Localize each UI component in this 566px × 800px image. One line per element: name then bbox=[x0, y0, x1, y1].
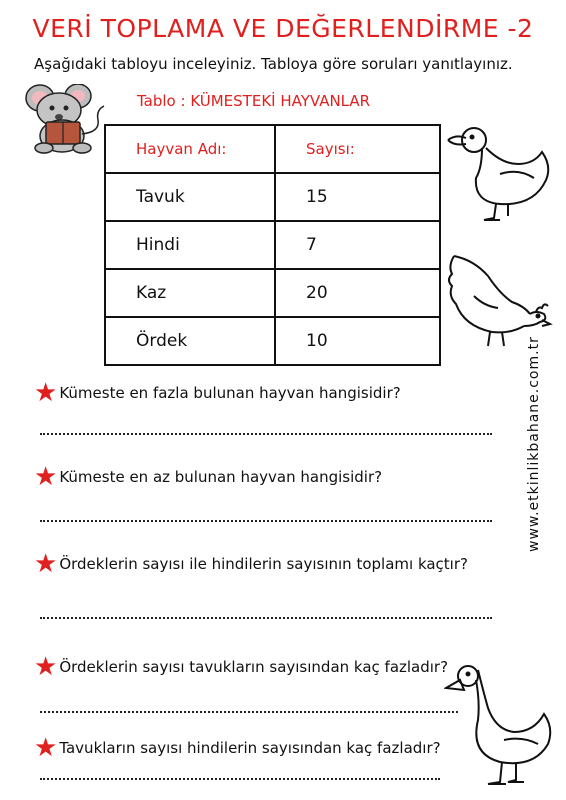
goose-illustration bbox=[444, 658, 556, 790]
instructions: Aşağıdaki tabloyu inceleyiniz. Tabloya göre soruları yanıtlayınız. bbox=[34, 55, 513, 73]
question-4 bbox=[34, 652, 448, 682]
animal-count-cell: 20 bbox=[275, 269, 440, 317]
animal-count-cell: 15 bbox=[275, 173, 440, 221]
question-5 bbox=[34, 733, 441, 763]
animal-name-cell: Tavuk bbox=[105, 173, 275, 221]
header-count: Sayısı: bbox=[275, 125, 440, 173]
animal-name-cell: Kaz bbox=[105, 269, 275, 317]
star-icon: ★ bbox=[34, 652, 58, 682]
page-title: VERİ TOPLAMA VE DEĞERLENDİRME -2 bbox=[32, 14, 534, 43]
animals-table bbox=[104, 124, 441, 366]
table-row bbox=[105, 317, 440, 365]
answer-line-5[interactable] bbox=[40, 778, 440, 780]
animal-name-cell: Hindi bbox=[105, 221, 275, 269]
animal-count-cell: 10 bbox=[275, 317, 440, 365]
table-row bbox=[105, 221, 440, 269]
question-text: Tavukların sayısı hindilerin sayısından kaç fazladır? bbox=[59, 739, 441, 757]
table-row bbox=[105, 269, 440, 317]
website-url: www.etkinlikbahane.com.tr bbox=[526, 336, 542, 552]
question-text: Ördeklerin sayısı tavukların sayısından kaç fazladır? bbox=[59, 658, 449, 676]
mouse-reading-illustration bbox=[22, 84, 110, 156]
question-1 bbox=[34, 378, 401, 408]
answer-line-1[interactable] bbox=[40, 433, 492, 435]
question-text: Kümeste en fazla bulunan hayvan hangisidir? bbox=[59, 384, 401, 402]
animal-count-cell: 7 bbox=[275, 221, 440, 269]
answer-line-3[interactable] bbox=[40, 617, 492, 619]
question-2 bbox=[34, 462, 382, 492]
star-icon: ★ bbox=[34, 733, 58, 763]
animal-name-cell: Ördek bbox=[105, 317, 275, 365]
question-text: Kümeste en az bulunan hayvan hangisidir? bbox=[59, 468, 383, 486]
answer-line-2[interactable] bbox=[40, 520, 492, 522]
star-icon: ★ bbox=[34, 378, 58, 408]
answer-line-4[interactable] bbox=[40, 711, 458, 713]
table-row bbox=[105, 173, 440, 221]
table-title: Tablo : KÜMESTEKİ HAYVANLAR bbox=[137, 92, 371, 110]
star-icon: ★ bbox=[34, 549, 58, 579]
question-3 bbox=[34, 549, 468, 579]
star-icon: ★ bbox=[34, 462, 58, 492]
duck-illustration bbox=[438, 118, 554, 224]
question-text: Ördeklerin sayısı ile hindilerin sayısının toplamı kaçtır? bbox=[59, 555, 468, 573]
header-animal-name: Hayvan Adı: bbox=[105, 125, 275, 173]
table-header-row bbox=[105, 125, 440, 173]
